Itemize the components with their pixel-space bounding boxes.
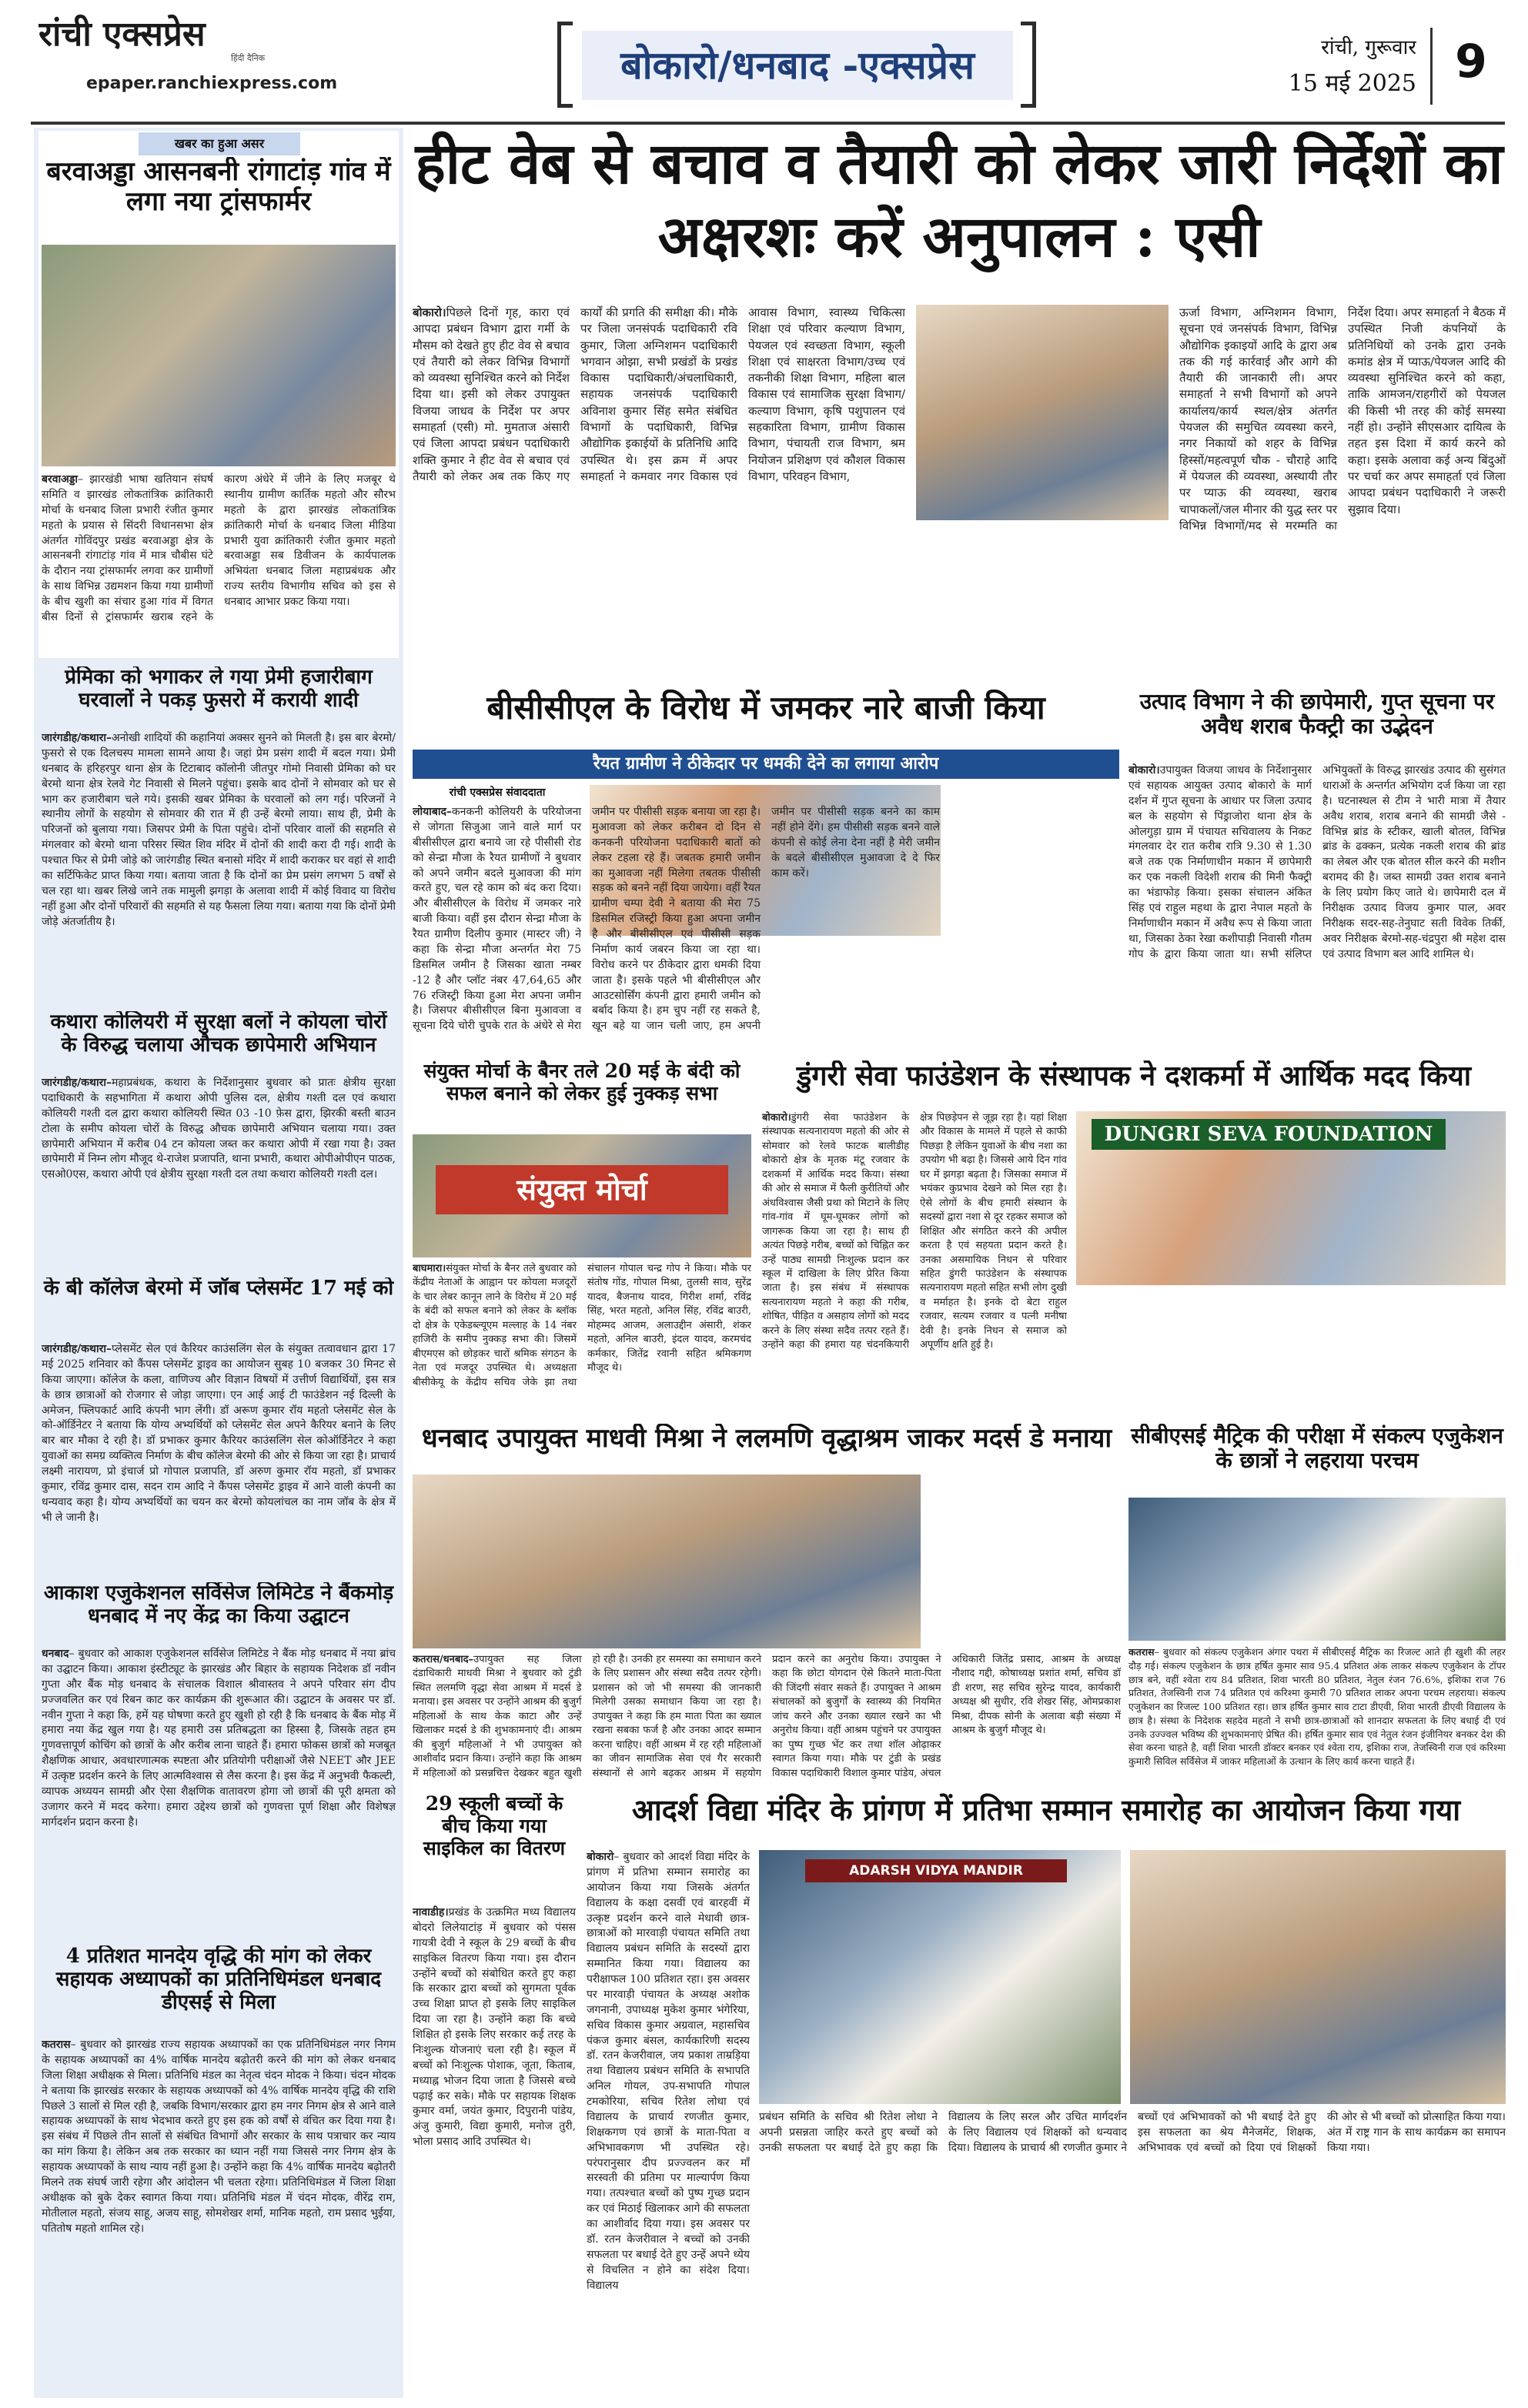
dungri-dateline: बोकारो। <box>762 1112 791 1124</box>
cbse-photo <box>1128 1498 1506 1641</box>
issue-date: 15 मई 2025 <box>1288 70 1416 97</box>
story-body <box>42 1647 396 1933</box>
lead-body-right <box>1179 305 1506 677</box>
bracket-left <box>557 22 573 108</box>
story-dungri <box>762 1060 1506 1414</box>
dc-photo <box>413 1475 921 1648</box>
story-headline: प्रेमिका को भगाकर ले गया प्रेमी हजारीबाग घरवालों ने पकड़ फुसरो में करायी शादी <box>65 666 373 712</box>
morcha-dateline: बाघमारा। <box>413 1263 446 1274</box>
dc-body <box>413 1653 1121 1782</box>
story-photo <box>42 245 396 466</box>
section-title: बोकारो/धनबाद -एक्सप्रेस <box>582 31 1013 100</box>
story-body <box>42 731 396 999</box>
dungri-headline: डुंगरी सेवा फाउंडेशन के संस्थापक ने दशकर्मा में आर्थिक मदद किया <box>796 1060 1472 1092</box>
cycle-body <box>413 1905 576 2393</box>
dungri-body <box>762 1111 1067 1411</box>
story-coal-raid <box>38 1008 399 1270</box>
cbse-headline: सीबीएसई मैट्रिक की परीक्षा में संकल्प एजुकेशन के छात्रों ने लहराया परचम <box>1131 1424 1503 1474</box>
morcha-text: संयुक्त मोर्चा के बैनर तले बुधवार को केंद्रीय नेताओं के आह्वान पर कोयला मजदूरों के चार लेबर कानून लाने के विरोध में 20 मई के बंदी को सफल बनाने को लेकर के ब्लॉक दो क्षेत्र के एकेडब्ल्यूएम मल्लाह के 14 नंबर हाजिरी के समीप नुक्कड़ सभा की। जिसमें बीएमएस को छोड़कर चारों श्रमिक संगठन के नेता एवं मजदूर उपस्थित थे। अध्यक्षता बीसीकेयू के केंद्रीय सचिव जेके झा तथा संचालन गोपाल चन्द्र गोप ने किया। मौके पर संतोष गोंड, गोपाल मिश्रा, तुलसी साव, सुरेंद्र यादव, बैजनाथ यादव, गिरीश शर्मा, रविंद्र सिंह, भरत महतो, अनिल सिंह, रविंद्र बाउरी, मोहम्मद आजम, अलाउद्दीन अंसारी, शंकर महतो, अनिल बाउरी, इंदल यादव, करमचंद कर्मकार, जितेंद्र रवानी सहित श्रमिकगण मौजूद थे। <box>413 1263 751 1388</box>
bccl-text: कनकनी कोलियरी के परियोजना से जोगता सिजुआ जाने वाले मार्ग पर बीसीसीएल द्वारा बनाये जा रहे पीसीसी रोड को सेन्द्रा मौजा के रैयत ग्रामीणों ने बुधवार को अपने जमीन बदले मुआवजा की मांग करते हुए, चल रहे काम को बंद करा दिया। और बीसीसीएल के विरोध में जमकर नारे बाजी किया। वहीं इस दौरान सेन्द्रा मौजा के रैयत ग्रामीण दिलीप कुमार (मास्टर जी) ने कहा कि सेन्द्रा मौजा अन्तर्गत मेरा 75 डिसमिल जमीन है जिसका खाता नम्बर -12 है और प्लॉट नंबर 47,64,65 और 76 रजिस्ट्री किया हुआ मेरा अपना जमीन है। जिसपर बीसीसीएल बिना मुआवजा व सूचना दिये चोरी चुपके रात के अंधेरे से मेरा जमीन पर पीसीसी सड़क बनाया जा रहा है। मुआवजा को लेकर करीबन दो दिन से कनकनी परियोजना पदाधिकारी बातों को लेकर टहला रहे हैं। जबतक हमारी जमीन का मुआवजा नहीं मिलेगा तबतक पीसीसी सड़क को बनने नहीं दिया जायेगा। वहीं रैयत ग्रामीण चम्पा देवी ने बताया की मेरा 75 डिसमिल रजिस्ट्री किया हुआ अपना जमीन है और बीसीसीएल एवं पीसीसी सड़क निर्माण कार्य जबरन किया जा रहा था। विरोध करने पर ठीकेदार द्वारा धमकी दिया जाता है। इसके पहले भी बीसीसीएल और आउटसोर्सिंग कंपनी द्वारा हमारी जमीन को बर्बाद किया है। हम चुप नहीं रह सकते है, खून बहे या जान चली जाए, हम अपनी जमीन पर पीसीसी सड़क बनने का काम नहीं होने देंगे। हम पीसीसी सड़क बनने वाले कंपनी से कोई लेना देना नहीं है मेरी जमीन के बदले बीसीसीएल मुआवजा दे दे फिर काम करें। <box>413 806 940 1033</box>
page-number: 9 <box>1455 35 1487 89</box>
story-love-marriage <box>38 663 399 1002</box>
divider <box>1430 28 1433 105</box>
cycle-text: प्रखंड के उत्क्रमित मध्य विद्यालय बोदरो लिलेयाटांड़ में बुधवार को पंसस गायत्री देवी ने स्कूल के 29 बच्चों के बीच साइकिल वितरण किया गया। इस दौरान उन्होंने बच्चों को संबोधित करते हुए कहा कि सरकार द्वारा बच्चों को सुगमता पूर्वक उच्च शिक्षा प्राप्त हो इसके लिए साइकिल दिया जा रहा है। उन्होंने कहा कि बच्चे शिक्षित हो इसके लिए सरकार कई तरह के निःशुल्क योजनाएं चला रही है। स्कूल में बच्चों को निःशुल्क पोशाक, जूता, किताब, मध्याह्न भोजन दिया जाता है जिससे बच्चे पढ़ाई कर सके। मौके पर सहायक शिक्षक कुमार वर्मा, जयंत कुमार, दिपुरानी पांडेय, अंजु कुमारी, विद्या कुमारी, मनोज तुरी, भोला प्रसाद आदि उपस्थित थे। <box>413 1906 576 2149</box>
dungri-photo <box>1076 1111 1506 1285</box>
adarsh-photo-left <box>759 1850 1121 2104</box>
dc-text: उपायुक्त सह जिला दंडाधिकारी माधवी मिश्रा ने बुधवार को टुंडी स्थित ललमणि वृद्धा सेवा आश्रम में मदर्स डे मनाया। इस अवसर पर उन्होंने आश्रम की बुजुर्ग महिलाओं के साथ केक काटा और उन्हें खिलाकर मदर्स डे की शुभकामनाएं दी। आश्रम की बुजुर्ग महिलाओं ने भी उपायुक्त को आशीर्वाद प्रदान किया। उन्होंने कहा कि आश्रम में महिलाओं को प्रसन्नचित्त देखकर बहुत खुशी हो रही है। उनकी हर समस्या का समाधान करने के लिए प्रशासन और संस्था सदैव तत्पर रहेगी। प्रशासन को जो भी समस्या की जानकारी मिलेगी उसका समाधान किया जा रहा है। उपायुक्त ने कहा कि हम माता पिता का ख्याल रखना सबका फर्ज है और उनका आदर सम्मान करना चाहिए। वहीं आश्रम में रह रही महिलाओं का जीवन सामाजिक सेवा एवं गैर सरकारी संस्थानों से आगे बढ़कर आश्रम में सहयोग प्रदान करने का अनुरोध किया। उपायुक्त ने कहा कि छोटा योगदान ऐसे कितने माता-पिता की जिंदगी संवार सकते हैं। उपायुक्त ने आश्रम संचालकों को बुजुर्गों के स्वास्थ्य की नियमित जांच करने और उनका ख्याल रखने का भी अनुरोध किया। वहीं आश्रम पहुंचने पर उपायुक्त का पुष्प गुच्छ भेंट कर तथा शॉल ओढ़ाकर स्वागत किया गया। मौके पर टुंडी के प्रखंड विकास पदाधिकारी विशाल कुमार पांडेय, अंचल अधिकारी जितेंद्र प्रसाद, आश्रम के अध्यक्ष नौशाद गद्दी, कोषाध्यक्ष प्रशांत शर्मा, सचिव डॉ डी शरण, सह सचिव सुरेन्द्र यादव, कार्यकारी अध्यक्ष श्री सुधीर, रवि शेखर सिंह, ओमप्रकाश मिश्रा, दीपक सोनी के अलावा बड़ी संख्या में आश्रम के बुजुर्ग मौजूद थे। <box>413 1654 1121 1779</box>
story-dateline: जारंगडीह/कथारा– <box>42 1077 112 1089</box>
morcha-banner: संयुक्त मोर्चा <box>436 1165 728 1214</box>
story-placement <box>38 1274 399 1575</box>
story-text: अनोखी शादियों की कहानियां अक्सर सुनने को मिलती है। इस बार बेरमो/फुसरो से एक दिलचस्प मामला सामने आया है। जहां प्रेम प्रसंग शादी में बदल गया। प्रेमी धनबाद के हरिहरपुर थाना क्षेत्र के टिटाबाद कॉलोनी जीतपुर गोमो निवासी प्रेमिका को घर बेरमो थाना क्षेत्र रेलवे गेट निवासी से मिलने पहुंचा। इसके बाद दोनों ने सोमवार को घर से भाग कर हजारीबाग चले गये। इसकी खबर प्रेमिका के घरवालों को लग गई। परिजनों ने स्थानीय लोगों के सहयोग से सोमवार की रात में ही उन्हें बेरमो लाया। साथ ही, प्रेमी के परिजनों को बुलाया गया। जिसपर प्रेमी के पिता पहुंचे। दोनों परिवार वालों की सहमति से मंगलवार को बेरमो थाना परिसर स्थित शिव मंदिर में दोनों की शादी करा दी गई। शादी के पश्चात फिर से प्रेमी जोड़े को जारंगडीह स्थित बनासो मंदिर में शादी कराकर घर वहां से शादी का सर्टिफिकेट प्राप्त किया गया। बताया जाता है कि दोनों का प्रेम प्रसंग लगभग 5 वर्षों से चल रहा था। खबर लिखे जाने तक मामुली झगड़ा के अलावा शादी में कोई विवाद या विरोध नहीं हुआ और दोनों परिवारों की सहमति से यह फैसला लिया गया। बताया गया कि दोनों प्रेमी जोड़े अंतर्जातीय है। <box>42 732 396 928</box>
lead-text-2: ऊर्जा विभाग, अग्निशमन विभाग, सूचना एवं जनसंपर्क विभाग, विभिन्न औद्योगिक इकाइयों आदि के द्वारा अब तक की गई कार्रवाई और आगे की तैयारी की जानकारी ली। अपर समाहर्ता ने सभी विभागों को अपने कार्यालय/कार्य स्थल/क्षेत्र अंतर्गत पेयजल की समुचित व्यवस्था करने, नगर निकायों को शहर के विभिन्न हिस्सों/महत्वपूर्ण चौक - चौराहे आदि में पेयजल की व्यवस्था, अस्थायी तौर पर प्याऊ की व्यवस्था, खराब चापाकलों/जल मीनार की युद्ध स्तर पर विभिन्न विभागों/मद से मरम्मति का निर्देश दिया। अपर समाहर्ता ने बैठक में उपस्थित निजी कंपनियों के प्रतिनिधियों को उनके द्वारा उनके कमांड क्षेत्र में प्याऊ/पेयजल आदि की व्यवस्था सुनिश्चित करने को कहा, ताकि आमजन/राहगीरों को पेयजल की किसी भी तरह की कोई समस्या नहीं हो। उन्होंने सीएसआर दायित्व के तहत इस दिशा में कार्य करने को कहा। इसके अलावा कई अन्य बिंदुओं पर चर्चा कर अपर समाहर्ता एवं जिला आपदा प्रबंधन पदाधिकारी ने जरूरी सुझाव दिया। <box>1179 306 1506 533</box>
story-dateline: जारंगडीह/कथारा– <box>42 732 112 744</box>
story-excise <box>1128 690 1506 1051</box>
lead-story <box>413 128 1506 682</box>
story-body <box>42 1076 396 1267</box>
dungri-banner: DUNGRI SEVA FOUNDATION <box>1092 1119 1446 1150</box>
story-body <box>42 473 396 656</box>
story-text: – बुधवार को आकाश एजुकेशनल सर्विसेज लिमिटेड ने बैंक मोड़ धनबाद में नया ब्रांच का उद्घाटन किया। आकाश इंस्टीट्यूट के झारखंड और बिहार के सहायक निदेशक डॉ नवीन गुप्ता और बैंक मोड़ धनबाद के संचालक विशाल श्रीवास्तव ने अपने परिवार संग दीप प्रज्जवलित कर एवं रिबन काट कर कार्यक्रम की शुरूआत की। उद्घाटन के अवसर पर डॉ. नवीन गुप्ता ने कहा कि, हमें यह घोषणा करते हुए खुशी हो रही है कि धनबाद के बैंक मोड़ में हमारा नया केंद्र खुल गया है। यह हमारी उस प्रतिबद्धता का हिस्सा है, जिसके तहत हम गुणवत्तापूर्ण कोचिंग को छात्रों के और करीब लाना चाहते हैं। हमारा फोकस छात्रों को मजबूत शैक्षणिक आधार, अवधारणात्मक स्पष्टता और प्रतियोगी परीक्षाओं जैसे NEET और JEE में उत्कृष्ट प्रदर्शन करने के लिए आत्मविश्वास से लैस करना है। इस केंद्र में अनुभवी फैकल्टी, व्यापक अध्ययन सामग्री और ऐसा शैक्षणिक वातावरण होगा जो छात्रों की पूरी क्षमता को उजागर करने में मदद करेगा। हमारा उद्देश्य छात्रों को गुणवत्ता पूर्ण शिक्षा और विशेषज्ञ मार्गदर्शन प्रदान करना है। <box>42 1648 396 1829</box>
adarsh-text: – बुधवार को आदर्श विद्या मंदिर के प्रांगण में प्रतिभा सम्मान समारोह का आयोजन किया गया जिसके अंतर्गत विद्यालय के कक्षा दसवीं एवं बारहवीं में उत्कृष्ट प्रदर्शन करने वाले मेधावी छात्र-छात्राओं को मारवाड़ी पंचायत समिति तथा विद्यालय प्रबंधन समिति के सदस्यों द्वारा सम्मानित किया गया। विद्यालय का परीक्षाफल 100 प्रतिशत रहा। इस अवसर पर मारवाड़ी पंचायत के अध्यक्ष अशोक जगनानी, उपाध्यक्ष मुकेश कुमार भंगेरिया, सचिव विकास कुमार अग्रवाल, महासचिव पंकज कुमार बंसल, कार्यकारिणी सदस्य डॉ. रतन केजरीवाल, जय प्रकाश ताम्रड़िया तथा विद्यालय प्रबंधन समिति के सभापति अनिल गोयल, उप-सभापति गोपाल टमकोरिया, सचिव रितेश लोधा एवं विद्यालय के प्राचार्य रणजीत कुमार, शिक्षकगण एवं छात्रों के माता-पिता व अभिभावकगण भी उपस्थित रहे। परंपरानुसार दीप प्रज्ज्वलन कर माँ सरस्वती की प्रतिमा पर माल्यार्पण किया गया। तत्पश्चात बच्चों को पुष्प गुच्छ प्रदान कर एवं मिठाई खिलाकर आगे की सफलता का आशीर्वाद दिया गया। इस अवसर पर डॉ. रतन केजरीवाल ने बच्चों को उनकी सफलता पर बधाई देते हुए उन्हें अपने ध्येय से विचलित न होने का संदेश दिया। विद्यालय <box>587 1851 750 2292</box>
dc-headline: धनबाद उपायुक्त माधवी मिश्रा ने ललमणि वृद्धाश्रम जाकर मदर्स डे मनाया <box>421 1424 1112 1454</box>
bccl-headline: बीसीसीएल के विरोध में जमकर नारे बाजी किया <box>486 690 1045 726</box>
dungri-text: डुंगरी सेवा फाउंडेशन के संस्थापक सत्यनारायण महतो की ओर से सोमवार को रेलवे फाटक बालीडीह बोकारो क्षेत्र के मृतक मंटू रजवार के दशकर्मा में आर्थिक मदद किया। संस्था की ओर से समाज में फैली कुरीतियों और अंधविश्वास जैसी प्रथा को मिटाने के लिए गांव-गांव में घूम-घूमकर लोगों को जागरूक किया जा रहा है। साथ ही अत्यंत पिछड़े गरीब, बच्चों को चिह्नित कर उन्हें पाठ्य सामग्री निःशुल्क प्रदान कर स्कूल में दाखिला के लिए प्रेरित किया जाता है। इस संबंध में संस्थापक सत्यनारायण महतो ने कहा की गरीब, शोषित, पीड़ित व असहाय लोगों को मदद करने के लिए संस्था सदैव तत्पर रहते हैं। उन्होंने कहा की हमारा यह चंदनकियारी क्षेत्र पिछड़ेपन से जूझ रहा है। यहां शिक्षा और विकास के मामले में पहले से काफी पिछड़ा है लेकिन युवाओं के बीच नशा का उपयोग भी बढ़ा है। जिससे आये दिन गांव घर में झगड़ा बढ़ता है। जिसका समाज में भयंकर कुप्रभाव देखने को मिल रहा है। ऐसे लोगों के बीच हमारी संस्थान के सदस्यों द्वारा नशा से दूर रहकर समाज को शिक्षित और संगठित करने की अपील करता है एवं सहयता प्रदान करते है। उनका असमायिक निधन से परिवार सहित डुंगरी फाउंडेशन के संस्थापक सत्यनारायण महतो सहित सभी लोग दुखी व मर्माहत है। इनके दो बेटा राहुल रजवार, सत्यम रजवार व पत्नी मनीषा देवी है। इनके निधन से समाज को अपूर्णीय क्षति हुई है। <box>762 1112 1067 1351</box>
logo-tagline: हिंदी दैनिक <box>231 53 266 63</box>
lead-headline: हीट वेब से बचाव व तैयारी को लेकर जारी निर्देशों का अक्षरशः करें अनुपालन : एसी <box>415 131 1503 270</box>
story-dc <box>413 1424 1121 1785</box>
bracket-right <box>1021 22 1036 108</box>
morcha-headline: संयुक्त मोर्चा के बैनर तले 20 मई के बंदी को सफल बनाने को लेकर हुई नुक्कड़ सभा <box>423 1060 741 1104</box>
story-headline: के बी कॉलेज बेरमो में जॉब प्लेसमेंट 17 मई को <box>43 1277 394 1300</box>
lead-text: पिछले दिनों गृह, कारा एवं आपदा प्रबंधन विभाग द्वारा गर्मी के मौसम को देखते हुए हीट वेव से बचाव एवं तैयारी को लेकर विभिन्न विभागों को व्यवस्था सुनिश्चित करने को निर्देश दिया था। इसी को लेकर उपायुक्त विजया जाधव के निर्देश पर अपर समाहर्ता (एसी) मो. मुमताज अंसारी एवं जिला आपदा प्रबंधन पदाधिकारी शक्ति कुमार ने हीट वेव से बचाव एवं तैयारी को लेकर अब तक किए गए कार्यों की प्रगति की समीक्षा की। मौके पर जिला जनसंपर्क पदाधिकारी रवि कुमार, जिला अग्निशमन पदाधिकारी भगवान ओझा, सभी प्रखंडों के प्रखंड विकास पदाधिकारी/अंचलाधिकारी, सहायक जनसंपर्क पदाधिकारी अविनाश कुमार सिंह समेत संबंधित विभागों के पदाधिकारी, विभिन्न औद्योगिक इकाईयों के प्रतिनिधि आदि उपस्थित थे। इस क्रम में अपर समाहर्ता ने कमवार नगर विकास एवं आवास विभाग, स्वास्थ्य चिकित्सा शिक्षा एवं परिवार कल्याण विभाग, पेयजल एवं स्वच्छता विभाग, स्कूली शिक्षा एवं साक्षरता विभाग/उच्च एवं तकनीकी शिक्षा विभाग, महिला बाल विकास एवं सामाजिक सुरक्षा विभाग/कल्याण विभाग, कृषि पशुपालन एवं सहकारिता विभाग, ग्रामीण विकास विभाग, पंचायती राज विभाग, श्रम नियोजन प्रशिक्षण एवं कौशल विकास विभाग, परिवहन विभाग, <box>413 306 905 483</box>
adarsh-body-left <box>587 1850 750 2393</box>
bccl-body <box>413 805 1119 1048</box>
publication-logo: रांची एक्सप्रेस <box>38 15 206 54</box>
excise-text: उपायुक्त विजया जाधव के निर्देशानुसार एवं सहायक आयुक्त उत्पाद बोकारो के मार्ग दर्शन में गुप्त सूचना के आधार पर जिला उत्पाद बल के सहयोग से पिंड्राजोरा थाना क्षेत्र के ओलगुड़ा ग्राम में पंचायत सचिवालय के निकट मंगलवार देर रात करीब रात्रि 9.30 से 1.30 बजे तक एक निर्माणाधीन मकान में छापेमारी कर एक नकली विदेशी शराब की मिनी फैक्ट्री का भंडाफोड़ किया। इसका संचालन अंकित सिंह एवं राहुल महथा के द्वारा नेपाल महतो के निर्माणाधीन मकान में अवैध रूप से किया जाता था, जिसका ठेका रेखा कशीपाड़ी निवासी गौतम गोप के द्वारा किया जाता था। सभी संलिप्त अभियुक्तों के विरुद्ध झारखंड उत्पाद की सुसंगत धाराओं के अन्तर्गत अभियोग दर्ज किया जा रहा है। घटनास्थल से टीम ने भारी मात्रा में तैयार अवैध शराब, शराब बनाने की सामग्री जैसे - विभिन्न ब्रांड के स्टीकर, खाली बोतल, विभिन्न ब्रांड के ढक्कन, प्रत्येक नकली शराब की ब्रांड का लेबल और एक बोतल सील करने की मशीन बरामद की है। जब्त सामग्री उक्त शराब बनाने के लिए प्रयोग किए जाते थे। छापेमारी दल में निरीक्षक उत्पाद विजय कुमार पाल, अवर निरीक्षक सदर-सह-तेनुघाट सती विवेक तिर्की, अवर निरीक्षक बेरमो-सह-चंद्रपुरा श्री महेश दास एवं उत्पाद विभाग बल आदि शामिल थे। <box>1128 764 1506 960</box>
cycle-headline: 29 स्कूली बच्चों के बीच किया गया साइकिल का वितरण <box>423 1793 566 1859</box>
excise-dateline: बोकारो। <box>1128 764 1160 777</box>
story-dateline: जारंगडीह/कथारा– <box>42 1343 112 1355</box>
issue-day: रांची, गुरूवार <box>1321 36 1416 59</box>
masthead-rule <box>31 122 1505 125</box>
morcha-body <box>413 1262 751 1411</box>
story-dateline: धनबाद <box>42 1648 69 1660</box>
story-morcha <box>413 1060 751 1414</box>
bccl-dateline: लोयाबाद– <box>413 806 452 818</box>
adarsh-dateline: बोकारो <box>587 1851 614 1863</box>
story-headline: बरवाअड्डा आसनबनी रांगाटांड़ गांव में लगा नया ट्रांसफार्मर <box>46 157 391 218</box>
story-cbse <box>1128 1424 1506 1785</box>
cbse-text: – बुधवार को संकल्प एजुकेशन अंगार पथरा में सीबीएसई मैट्रिक का रिजल्ट आते ही खुशी की लहर दौड़ गई। संकल्प एजुकेशन के छात्र हर्षित कुमार साव 95.4 प्रतिशत अंक लाकर संकल्प एजुकेशन के टॉपर छात्र बने, वहीं श्वेता राय 84 प्रतिशत, शिवा भारती 80 प्रतिशत, नेतुल रंजन 76.6%, इशिका राज 76 प्रतिशत, तेजस्विनी राज 74 प्रतिशत एवं करिश्मा कुमारी 70 प्रतिशत लाकर अपना परचम लहराया। संकल्प एजुकेशन का रिजल्ट 100 प्रतिशत रहा। छात्र हर्षित कुमार साव टाटा डीएवी, शिवा भारती डीएवी विद्यालय के छात्र है। संस्था के निदेशक सहदेव महतो ने सभी छात्र-छात्राओं को शानदार सफलता के लिए बधाई दी एवं उनके उज्ज्वल भविष्य की शुभकामनाएं प्रेषित की। हर्षित कुमार साव एवं नेतुल रंजन इंजीनियर बनकर देश की सेवा करना चाहते है, वहीं शिवा भारती डॉक्टर बनकर एवं श्वेता राय, इशिका राज, तेजस्विनी राज एवं करिश्मा कुमारी सिविल सर्विसेज में जाकर महिलाओं के उत्थान के लिए कार्य करना चाहते हैं। <box>1128 1646 1506 1767</box>
morcha-photo <box>413 1134 751 1257</box>
cycle-dateline: नावाडीह। <box>413 1906 449 1919</box>
bccl-strip: रैयत ग्रामीण ने ठीकेदार पर धमकी देने का लगाया आरोप <box>413 750 1119 779</box>
excise-headline: उत्पाद विभाग ने की छापेमारी, गुप्त सूचना पर अवैध शराब फैक्ट्री का उद्भेदन <box>1139 690 1495 740</box>
story-headline: कथारा कोलियरी में सुरक्षा बलों ने कोयला चोरों के विरुद्ध चलाया औचक छापेमारी अभियान <box>50 1011 387 1057</box>
story-aakash <box>38 1579 399 1937</box>
excise-body <box>1128 763 1506 1048</box>
story-dateline: बरवाअड्डा <box>42 473 79 486</box>
story-text: महाप्रबंधक, कथारा के निर्देशानुसार बुधवार को प्रातः क्षेत्रीय सुरक्षा पदाधिकारी के सहभागिता में कथारा ओपी पुलिस दल, क्षेत्रीय गश्ती दल एवं कथारा कोलियरी गश्ती दल द्वारा कथारा कोलियरी स्थित 03 -10 फ़ेस द्वारा, झिरकी बस्ती बाउन टोला के समीप कोयला चोरों के विरुद्ध औचक छापेमारी अभियान चलाया गया। उक्त छापेमारी अभियान में करीब 04 टन कोयला जब्त कर कथारा ओपी में रखा गया है। उक्त छापेमारी में निम्न लोग मौजूद थे-राजेश प्रजापति, थाना प्रभारी, कथारा ओपीओपीएन पाठक, एसओ0एस, कथारा ओपी एवं क्षेत्रीय सुरक्षा गश्ती दल तथा कथारा कोलियरी गश्ती दल। <box>42 1077 396 1181</box>
lead-body-left <box>413 305 905 677</box>
cbse-dateline: कतरास <box>1128 1646 1155 1658</box>
story-text: प्लेसमेंट सेल एवं कैरियर काउंसलिंग सेल के संयुक्त तत्वावधान द्वारा 17 मई 2025 शनिवार को कैंपस प्लेसमेंट ड्राइव का आयोजन सुबह 10 बजकर 30 मिनट से किया जाएगा। कॉलेज के कला, वाणिज्य और विज्ञान विषयों में उत्तीर्ण विद्यार्थियों, इस सत्र के छात्र छात्राओं को रोजगार से जोड़ा जाएगा। एन आई आई टी फाउंडेशन नई दिल्ली के अमेजन, फ्लिपकार्ट आदि कंपनी भाग लेंगी। डॉ अरूण कुमार रॉय महतो प्लेसमेंट सेल के को-ऑर्डिनेटर ने बताया कि योग्य अभ्यर्थियों को प्लेसमेंट सेल अपने कैरियर बनाने के लिए बार बार मौका दे रही है। डॉ प्रभाकर कुमार कैरियर काउंसलिंग सेल कोऑर्डिनेटर ने कहा युवाओं का समग्र व्यक्तित्व निर्माण के बीच कॉलेज बेरमो की ओर से किया जा रहा है। प्राचार्य लक्ष्मी नारायण, प्रो इंचार्ज प्रो गोपाल प्रजापति, डॉ अरुण कुमार रॉय महतो, डॉ प्रभाकर कुमार, रविंद्र कुमार दास, सदन राम आदि ने कैंपस प्लेसमेंट ड्राइव में आने वाली कंपनी का धन्यवाद कहा है। योग्य अभ्यर्थियों का चयन कर बेरमो कोयलांचल का नाम जॉब के क्षेत्र में भी ले जानी है। <box>42 1343 396 1524</box>
adarsh-photo-right <box>1130 1850 1506 2104</box>
story-cycle <box>413 1793 576 2396</box>
story-text: – बुधवार को झारखंड राज्य सहायक अध्यापकों का एक प्रतिनिधिमंडल नगर निगम के सहायक अध्यापकों का 4% वार्षिक मानदेय बढ़ोतरी करने की मांग को लेकर धनबाद जिला शिक्षा अधीक्षक से मिला। प्रतिनिधि मंडल का नेतृत्व चंदन मोदक ने किया। चंदन मोदक ने बताया कि झारखंड सरकार के सहायक अध्यापकों को 4% वार्षिक मानदेय वृद्धि की राशि पिछले 3 सालों से मिल रही है, जबकि विभाग/सरकार द्वारा हम नगर निगम क्षेत्र से आने वाले सहायक अध्यापकों के साथ भेदभाव करते हुए इस हक को वर्षों से वंचित कर दिया गया है। इस संबंध में पिछले तीन सालों से संबंधित विभागों और सरकार के साथ पत्राचार कर न्याय का मांग किया है। लेकिन अब तक सरकार का ध्यान नहीं गया जिससे नगर निगम क्षेत्र के सहायक अध्यापकों के साथ न्याय नहीं हुआ है। उन्होंने कहा कि 4% वार्षिक मानदेय बढ़ोतरी मिलने तक संघर्ष जारी रहेगा और आंदोलन भी चलता रहेगा। प्रतिनिधिमंडल में जिला शिक्षा अधीक्षक को बुके देकर स्वागत किया गया। प्रतिनिधि मंडल में चंदन मोदक, वीरेंद्र राम, मोतीलाल महतो, संजय साहू, अजय साहू, सोमशेखर शर्मा, मानिक महतो, राम प्रसाद भुईया, पतितोष महतो शामिल रहे। <box>42 2039 396 2235</box>
adarsh-headline: आदर्श विद्या मंदिर के प्रांगण में प्रतिभा सम्मान समारोह का आयोजन किया गया <box>631 1793 1461 1827</box>
story-bccl <box>413 690 1119 1051</box>
lead-photo <box>916 305 1169 520</box>
adarsh-text-2: प्रबंधन समिति के सचिव श्री रितेश लोधा ने अपनी प्रसन्नता जाहिर करते हुए बच्चों को उनकी सफलता पर बधाई देते हुए कहा कि विद्यालय के लिए सरल और उचित मार्गदर्शन के लिए विद्यालय एवं शिक्षकों को धन्यवाद दिया। विद्यालय के प्राचार्य श्री रणजीत कुमार ने बच्चों एवं अभिभावकों को भी बधाई देते हुए इस सफलता का श्रेय मैनेजमेंट, शिक्षक, अभिभावक एवं बच्चों को दिया एवं शिक्षकों की ओर से भी बच्चों को प्रोत्साहित किया गया। अंत में राष्ट्र गान के साथ कार्यक्रम का समापन किया गया। <box>759 2111 1506 2154</box>
masthead <box>0 0 1528 122</box>
story-text: – झारखंडी भाषा खतियान संघर्ष समिति व झारखंड लोकतांत्रिक क्रांतिकारी मोर्चा के धनबाद जिला प्रभारी रंजीत कुमार महतो के प्रयास से सिंदरी विधानसभा क्षेत्र अंतर्गत गोविंदपुर प्रखंड बरवाअड्डा क्षेत्र के आसनबनी रांगाटांड़ गांव में मात्र चौबीस घंटे के दौरान नया ट्रांसफार्मर लगवा कर ग्रामीणों के साथ विभिन्न उद्यमशन किया गया ग्रामीणों के बीच खुशी का संचार हुआ गांव में विगत बीस दिनों से ट्रांसफार्मर खराब रहने के कारण अंधेरे में जीने के लिए मजबूर थे स्थानीय ग्रामीण कार्तिक महतो और सौरभ महतो के द्वारा झारखंड लोकतांत्रिक क्रांतिकारी मोर्चा के धनबाद जिला मीडिया प्रभारी युवा क्रांतिकारी रंजीत कुमार महतो बरवाअड्डा सब डिवीजन के कार्यपालक अभियंता धनबाद जिला महाप्रबंधक और राज्य स्तरीय विभागीय सचिव को इस से धनबाद आभार प्रकट किया गया। <box>42 473 396 623</box>
story-tag: खबर का हुआ असर <box>139 132 300 155</box>
lead-dateline: बोकारो। <box>413 306 446 319</box>
bccl-byline: रांची एक्सप्रेस संवाददाता <box>449 787 546 799</box>
story-teachers <box>38 1942 399 2396</box>
dc-dateline: कतरास/धनबाद– <box>413 1654 474 1665</box>
epaper-url[interactable]: epaper.ranchiexpress.com <box>86 74 338 93</box>
story-transformer <box>38 131 399 658</box>
story-dateline: कतरास <box>42 2039 71 2051</box>
story-body <box>42 1342 396 1571</box>
cbse-body <box>1128 1645 1506 1782</box>
adarsh-banner: ADARSH VIDYA MANDIR <box>805 1859 1067 1882</box>
story-headline: आकाश एजुकेशनल सर्विसेज लिमिटेड ने बैंकमोड़ धनबाद में नए केंद्र का किया उद्घाटन <box>43 1582 394 1628</box>
story-headline: 4 प्रतिशत मानदेय वृद्धि की मांग को लेकर सहायक अध्यापकों का प्रतिनिधिमंडल धनबाद डीएसई से मिला <box>55 1945 382 2014</box>
adarsh-body-right <box>759 2110 1506 2393</box>
story-adarsh <box>587 1793 1506 2396</box>
story-body <box>42 2038 396 2393</box>
